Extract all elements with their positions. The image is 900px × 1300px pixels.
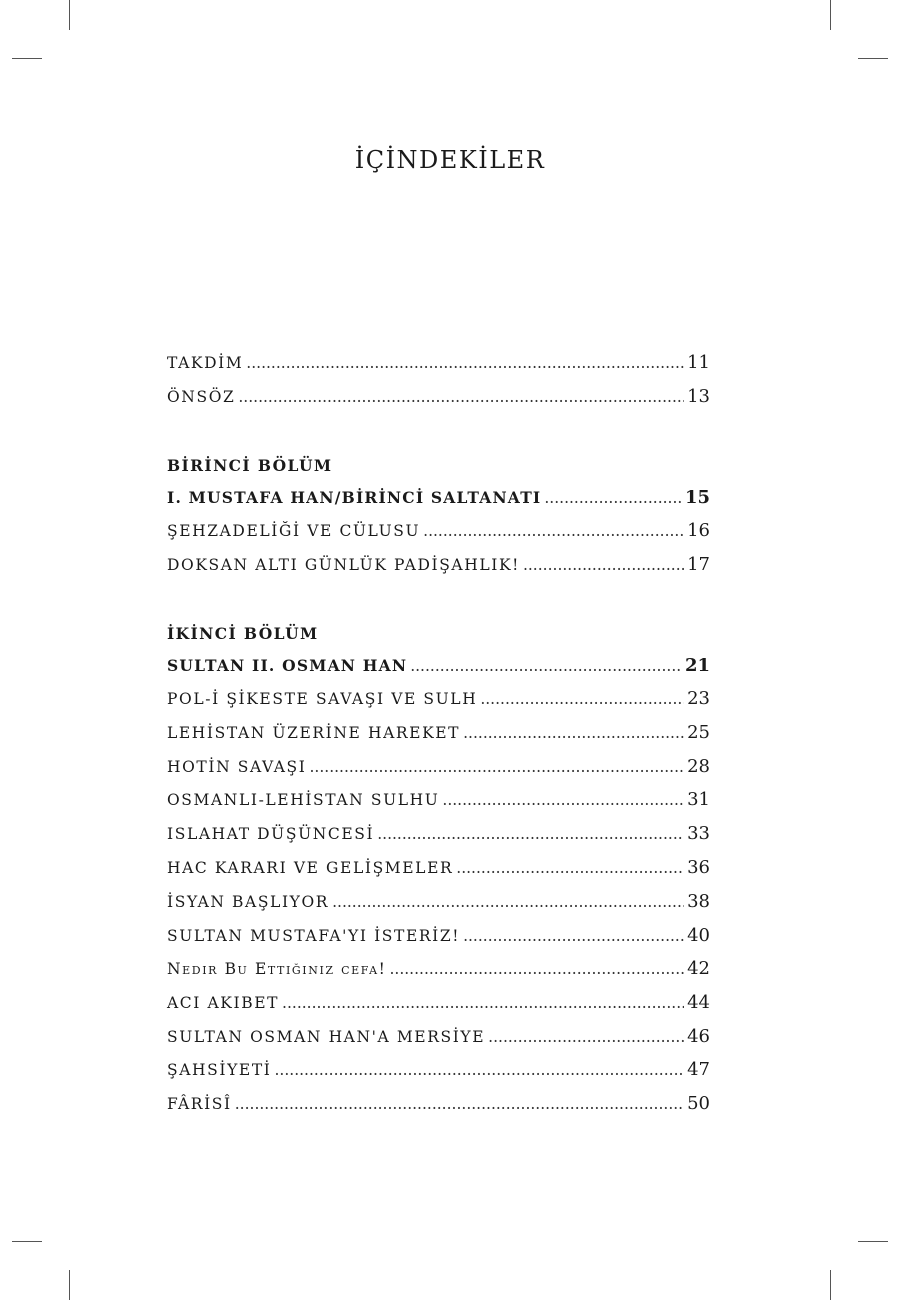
toc-leader-dots: [544, 489, 682, 507]
toc-entry-label: SULTAN II. OSMAN HAN: [167, 656, 408, 675]
crop-mark-top-left-vertical: [69, 0, 70, 30]
toc-leader-dots: [410, 657, 682, 675]
toc-entry-label: HAC KARARI VE GELİŞMELER: [167, 859, 454, 877]
toc-leader-dots: [423, 522, 684, 540]
toc-leader-dots: [282, 994, 684, 1012]
toc-entry-page: 38: [687, 891, 710, 912]
toc-entry-label: SULTAN OSMAN HAN'A MERSİYE: [167, 1028, 486, 1046]
toc-leader-dots: [274, 1061, 684, 1079]
toc-entry-label: LEHİSTAN ÜZERİNE HAREKET: [167, 724, 461, 742]
toc-entry: [167, 688, 710, 712]
toc-entry-page: 17: [687, 554, 710, 575]
crop-mark-top-right-vertical: [830, 0, 831, 30]
toc-entry-page: 44: [687, 992, 710, 1013]
toc-entry: [167, 958, 710, 982]
toc-entry: [167, 992, 710, 1016]
crop-mark-bottom-left-horizontal: [12, 1241, 42, 1242]
toc-entry-page: 46: [687, 1026, 710, 1047]
toc-entry: [167, 1093, 710, 1117]
toc-leader-dots: [238, 388, 684, 406]
toc-entry: [167, 386, 710, 410]
section-heading: İKİNCİ BÖLÜM: [167, 624, 319, 643]
toc-entry: [167, 756, 710, 780]
toc-chapter-entry: [167, 655, 710, 679]
toc-entry-label: POL-İ ŞİKESTE SAVAŞI VE SULH: [167, 690, 478, 708]
toc-leader-dots: [456, 859, 684, 877]
toc-entry-label: ISLAHAT DÜŞÜNCESİ: [167, 825, 375, 843]
toc-entry: [167, 1026, 710, 1050]
toc-entry-page: 23: [687, 688, 710, 709]
toc-entry: [167, 857, 710, 881]
toc-entry-label: İSYAN BAŞLIYOR: [167, 893, 330, 911]
toc-leader-dots: [523, 556, 684, 574]
toc-entry-label: HOTİN SAVAŞI: [167, 758, 307, 776]
toc-entry-label: Nedir Bu Ettiğiniz cefa!: [167, 960, 387, 978]
toc-entry-page: 25: [687, 722, 710, 743]
toc-entry-label: ÖNSÖZ: [167, 388, 236, 406]
toc-entry-page: 16: [687, 520, 710, 541]
toc-leader-dots: [246, 354, 684, 372]
crop-mark-bottom-right-horizontal: [858, 1241, 888, 1242]
crop-mark-top-right-horizontal: [858, 58, 888, 59]
toc-entry: [167, 520, 710, 544]
crop-mark-bottom-left-vertical: [69, 1270, 70, 1300]
toc-entry-page: 36: [687, 857, 710, 878]
toc-entry-label: ŞAHSİYETİ: [167, 1061, 272, 1079]
toc-entry: [167, 722, 710, 746]
toc-entry-page: 42: [687, 958, 710, 979]
toc-entry-page: 40: [687, 925, 710, 946]
toc-entry-label: FÂRİSÎ: [167, 1095, 232, 1113]
crop-mark-bottom-right-vertical: [830, 1270, 831, 1300]
toc-entry-page: 21: [684, 655, 710, 676]
toc-entry-page: 33: [687, 823, 710, 844]
toc-entry-page: 15: [684, 487, 710, 508]
toc-entry-page: 47: [687, 1059, 710, 1080]
toc-entry-page: 11: [687, 352, 710, 373]
toc-leader-dots: [389, 960, 684, 978]
toc-chapter-entry: [167, 487, 710, 511]
toc-entry: [167, 925, 710, 949]
toc-entry-label: OSMANLI-LEHİSTAN SULHU: [167, 791, 440, 809]
toc-leader-dots: [442, 791, 684, 809]
toc-entry-label: I. MUSTAFA HAN/BİRİNCİ SALTANATI: [167, 488, 542, 507]
toc-entry: [167, 823, 710, 847]
toc-entry-page: 31: [687, 789, 710, 810]
section-heading: BİRİNCİ BÖLÜM: [167, 456, 333, 475]
toc-entry: [167, 554, 710, 578]
toc-entry: [167, 352, 710, 376]
toc-leader-dots: [235, 1095, 684, 1113]
toc-leader-dots: [332, 893, 684, 911]
toc-leader-dots: [310, 758, 685, 776]
toc-entry: [167, 891, 710, 915]
toc-entry: [167, 789, 710, 813]
page-title: İÇİNDEKİLER: [354, 146, 546, 174]
toc-entry-page: 28: [687, 756, 710, 777]
toc-entry-label: DOKSAN ALTI GÜNLÜK PADİŞAHLIK!: [167, 556, 520, 574]
toc-entry-label: ACI AKIBET: [167, 994, 280, 1012]
toc-entry-label: SULTAN MUSTAFA'YI İSTERİZ!: [167, 927, 461, 945]
toc-leader-dots: [463, 724, 684, 742]
toc-leader-dots: [488, 1028, 684, 1046]
toc-entry: [167, 1059, 710, 1083]
toc-entry-page: 50: [687, 1093, 710, 1114]
toc-leader-dots: [463, 927, 684, 945]
toc-leader-dots: [480, 690, 684, 708]
toc-entry-label: TAKDİM: [167, 354, 244, 372]
toc-entry-label: ŞEHZADELİĞİ VE CÜLUSU: [167, 522, 421, 540]
toc-entry-page: 13: [687, 386, 710, 407]
toc-leader-dots: [377, 825, 684, 843]
crop-mark-top-left-horizontal: [12, 58, 42, 59]
